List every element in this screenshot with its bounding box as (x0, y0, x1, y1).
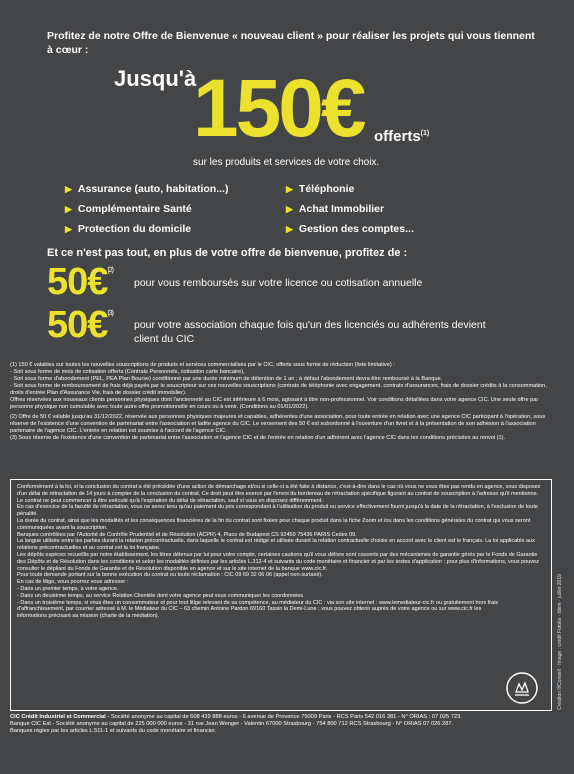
footer-line (10, 714, 558, 721)
benefit-item (286, 223, 414, 235)
offer-prefix: Jusqu'à (114, 66, 197, 91)
legal-paragraph: - Dans un premier temps, à votre agence. (17, 585, 119, 592)
recycle-icon (506, 672, 538, 704)
triangle-bullet-icon: ▶ (286, 184, 293, 194)
legal-paragraph: En cas d'exercice de la faculté de rétractation, vous ne serez tenu qu'au paiement du prix correspondant à l'utilisation du produit ou service effectivement fourni jusqu'à la date de la rétractation, à l'exclusion de toute pénalité. (17, 504, 538, 518)
more-heading: Et ce n'est pas tout, en plus de votre offre de bienvenue, profitez de : (47, 247, 408, 259)
benefit-item (65, 203, 192, 215)
extra-note: (3) (107, 310, 113, 317)
company-name: CIC Crédit Industriel et Commercial (10, 714, 106, 720)
offer-suffix (374, 128, 429, 145)
legal-paragraph: En cas de litige, vous pourrez vous adresser : (17, 579, 129, 586)
legal-box (10, 479, 552, 711)
triangle-bullet-icon: ▶ (286, 224, 293, 234)
benefit-item (65, 183, 228, 195)
legal-paragraph: La langue utilisée entre les parties durant la relation précontractuelle, dans laquelle le contrat est rédigé et utilisée durant la relation contractuelle choisie en accord avec le client est le français. La loi applicable aux relations précontractuelles et au contrat est la loi française. (17, 538, 535, 552)
triangle-bullet-icon: ▶ (286, 204, 293, 214)
offer-suffix-text: offerts (374, 128, 421, 145)
benefit-label: Achat Immobilier (298, 203, 385, 215)
benefit-item (286, 203, 384, 215)
footnote: Offres réservées aux nouveaux clients personnes physiques dont l'ancienneté au CIC est inférieure à 6 mois, agissant à titre non-professionnel. Voir conditions détaillées dans votre agence CIC. Une seule offre par personne physique non cumulable avec toute autre offre promotionnelle en cours ou à venir. (Conditions au 01/01/2022). (10, 397, 539, 410)
legal-paragraph: Les dépôts espèces recueillis par notre établissement, les titres détenus par lui pour votre compte, certaines cautions qu'il vous délivre sont couverts par des mécanismes de garantie gérés par le Fonds de Garantie des Dépôts et de Résolution dans les conditions et selon les modalités définies par les articles L.312-4 et suivants du code monétaire et financier et par les textes d'application : pour plus d'informations, vous pouvez consulter le dépliant du Fonds de Garantie et de Résolution disponible en agence et sur le site internet de la banque www.cic.fr. (17, 551, 539, 572)
extra-text: pour votre association chaque fois qu'un des licenciés ou adhérents devient client du CIC (134, 319, 486, 345)
legal-paragraph: Pour toute demande portant sur la bonne exécution du contrat ou toute réclamation : CIC 09 69 32 06 06 (appel non-surtaxé). (17, 572, 323, 579)
extra-amount (47, 261, 113, 304)
triangle-bullet-icon: ▶ (65, 224, 72, 234)
triangle-bullet-icon: ▶ (65, 184, 72, 194)
footnotes (10, 362, 552, 442)
extra-note: (2) (107, 267, 113, 274)
extra-amount-value: 50€ (47, 261, 108, 303)
benefit-item (286, 183, 354, 195)
footnote: - Soit sous forme de remboursement de frais déjà payés par le souscripteur sur ces nouvelles souscriptions (contrats de téléphonie avec engagement, contrats d'assurances, frais de dossier crédits à la consommation, droits d'entrée Plan d'Assurance Vie, frais de dossier crédit immobilier). (10, 383, 547, 396)
benefit-label: Assurance (auto, habitation...) (77, 183, 229, 195)
footnote: (2) Offre de 50 € valable jusqu'au 31/12/2022, réservée aux personnes physiques majeures et capables, adhérentes d'une association, pour toute entrée en relation avec une agence CIC participant à l'opération, sous réserve de l'existence d'une convention de partenariat entre l'association et ladite agence du CIC. Le versement des 50 € est subordonné à l'ouverture d'un livret et à la présentation de son adhésion à l'association partenaire de l'agence CIC. L'entrée en relation est soumise à l'accord de l'agence CIC. (10, 414, 546, 434)
footnote: (3) Sous réserve de l'existence d'une convention de partenariat entre l'association et l'agence CIC et de l'entrée en relation d'un adhérent avec l'agence CIC dans les conditions précisées au renvoi (1). (10, 435, 506, 441)
intro-text: Profitez de notre Offre de Bienvenue « nouveau client » pour réaliser les projets qui vous tiennent à cœur : (47, 30, 535, 56)
legal-paragraph: Conformément à la loi, si la conclusion du contrat a été précédée d'une action de démarchage et/ou si celle-ci a été faite à distance, c'est-à-dire dans le cas où vous ne vous êtes pas rendu en agence, vous disposez d'un délai de rétractation de 14 jours à compter de la conclusion du contrat. Ce droit peut être exercé par l'envoi du bordereau de rétractation spécifique figurant au contrat de souscription à l'adresse qu'il mentionne. Le contrat ne peut commencer à être exécuté qu'à l'expiration du délai de rétractation, sauf si vous en disposez différemment. (17, 484, 541, 504)
extra-amount (47, 304, 113, 347)
legal-paragraph: Banques contrôlées par l'Autorité de Contrôle Prudentiel et de Résolution (ACPR) 4, Place de Budapest CS 92459 75436 PARIS Cedex 09. (17, 531, 357, 538)
legal-paragraph: La durée du contrat, ainsi que les modalités et les conséquences financières de la fin du contrat sont fixées pour chaque produit dans la fiche Zoom et /ou dans les conditions générales du contrat qui vous seront communiquées avant la souscription. (17, 517, 531, 531)
legal-paragraph: - Dans un deuxième temps, au service Relation Clientèle dont votre agence peut vous communiquer les coordonnées. (17, 592, 305, 599)
footer-line: Banque CIC Est - Société anonyme au capital de 225 000 000 euros - 31 rue Jean Wenger - Valentin 67000 Strasbourg - 754 800 712 RCS Strasbourg - N° ORIAS 07 026 287. (10, 721, 454, 727)
footer-line: Banques régies par les articles L.511-1 et suivants du code monétaire et financier. (10, 728, 217, 734)
footnote: (1) 150 € valables sur toutes les nouvelles souscriptions de produits et services commercialisés par le CIC, offerts sous forme de réduction (liste limitative) : (10, 362, 395, 368)
footer (10, 714, 558, 735)
benefit-item (65, 223, 191, 235)
offer-note: (1) (420, 130, 430, 137)
footnote: - Soit sous forme d'abondement (PEL, PEA Plan Bourse) conditionné par une durée minimum de détention de 1 an ; à défaut l'abondement devra être remboursé à la Banque. (10, 376, 443, 382)
benefit-label: Protection du domicile (77, 223, 192, 235)
triangle-bullet-icon: ▶ (65, 204, 72, 214)
benefit-label: Complémentaire Santé (77, 203, 192, 215)
legal-paragraph: - Dans un troisième temps, si vous êtes un consommateur et pour tout litige relevant de sa compétence, au médiateur du CIC : via son site internet : www.lemediateur-cic.fr ou gratuitement hors frais d'affranchissement, par courrier adressé à M. le Médiateur du CIC – 63 chemin Antoine Pardon 69160 Tassin la Demi-Lune ; vous pouvez obtenir auprès de votre agence ou sur www.cic.fr les informations précisant sa mission (charte de la médiation). (17, 599, 499, 620)
extra-amount-value: 50€ (47, 304, 108, 346)
footnote: - Soit sous forme de mois de cotisation offerts (Contrats Personnels, cotisation carte bancaire), (10, 369, 245, 375)
footer-text: - Société anonyme au capital de 608 439 888 euros - 6 avenue de Provence 75009 Paris - RCS Paris 542 016 381 - N° ORIAS : 07 025 723. (105, 714, 462, 720)
offer-subline: sur les produits et services de votre choix. (193, 157, 380, 168)
benefit-label: Gestion des comptes... (298, 223, 414, 235)
benefit-label: Téléphonie (298, 183, 355, 195)
credit-text: Création Il/Conseil · Image : crédit Fotolia · Idem · juillet 2019 (557, 574, 563, 710)
extra-text: pour vous remboursés sur votre licence ou cotisation annuelle (134, 277, 423, 289)
offer-amount: 150€ (193, 63, 364, 154)
